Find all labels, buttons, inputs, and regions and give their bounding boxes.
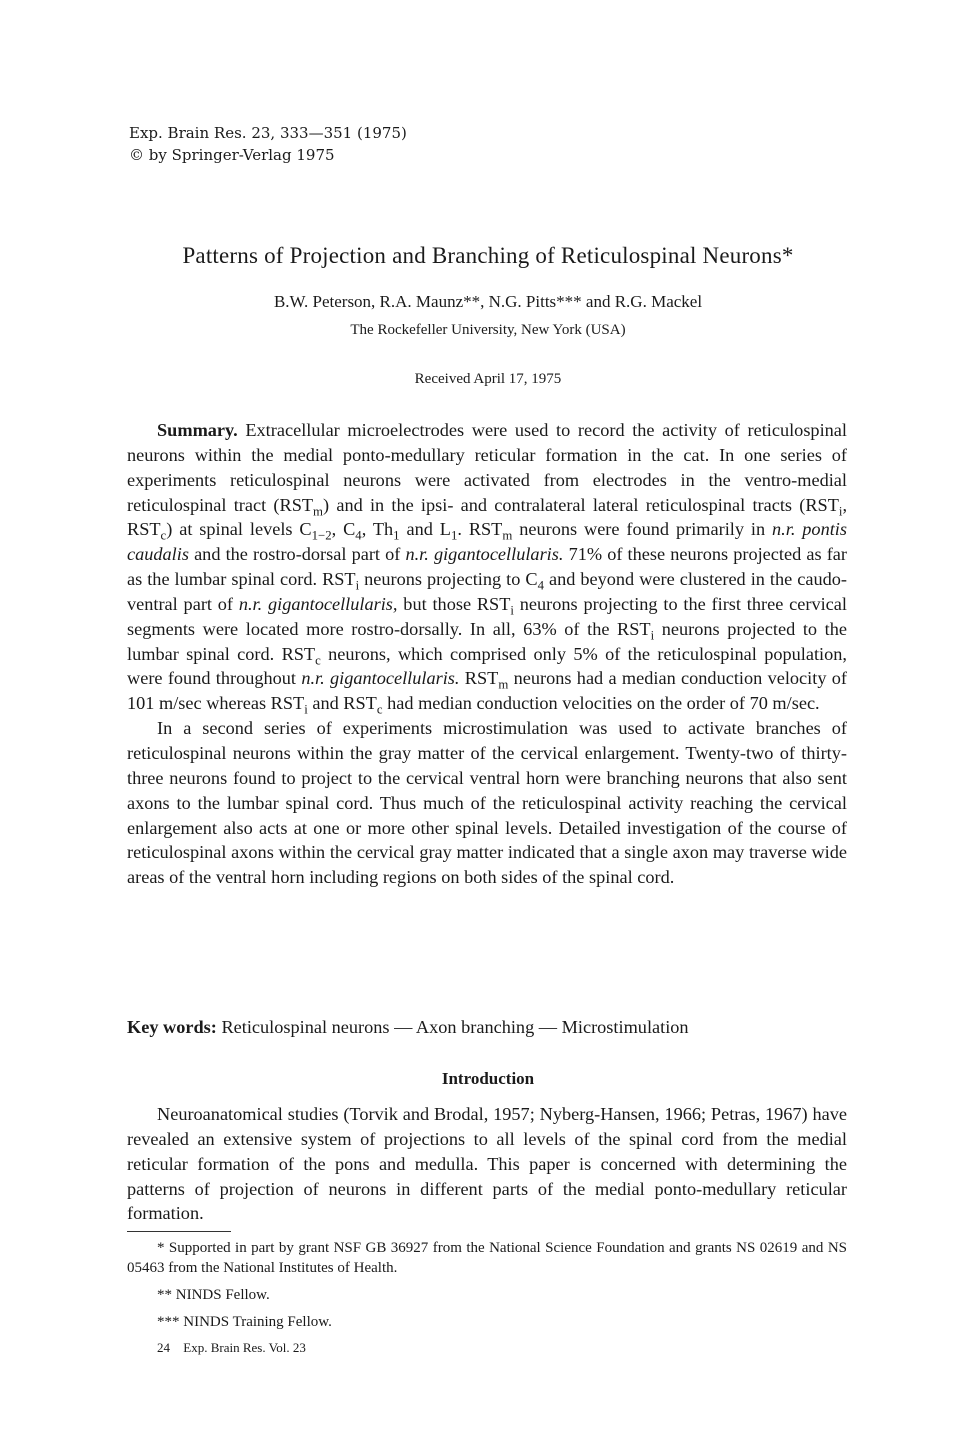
footnote-3: *** NINDS Training Fellow. xyxy=(157,1314,332,1330)
footer-journal: Exp. Brain Res. Vol. 23 xyxy=(183,1340,306,1355)
subscript: 1−2 xyxy=(311,529,332,544)
italic-term: n.r. gigantocellularis, xyxy=(238,593,398,614)
italic-term: n.r. gigantocellularis. xyxy=(405,544,564,565)
summary-text: and the rostro-dorsal part of xyxy=(188,544,406,565)
subscript: i xyxy=(304,702,308,717)
footnote-divider xyxy=(127,1231,231,1232)
introduction-paragraph-1: Neuroanatomical studies (Torvik and Brodal, 1957; Nyberg-Hansen, 1966; Petras, 1967) have revealed an extensive system of projections to all levels of the spinal cord from the medial reticular formation of the pons and medulla. This paper is concerned with determining the patterns of projection of neurons in different parts of the medial ponto-medullary reticular formation. xyxy=(127,1104,847,1224)
article-authors: B.W. Peterson, R.A. Maunz**, N.G. Pitts*** and R.G. Mackel xyxy=(273,292,703,311)
summary-text: . RST xyxy=(457,519,503,540)
footnote-2: ** NINDS Fellow. xyxy=(157,1287,270,1303)
summary-text: but those RST xyxy=(397,593,511,614)
keywords-text: Reticulospinal neurons — Axon branching — Microstimulation xyxy=(216,1017,689,1037)
author-affiliation: The Rockefeller University, New York (USA) xyxy=(350,322,626,338)
summary-text: , Th xyxy=(361,519,394,540)
received-date: Received April 17, 1975 xyxy=(414,371,562,387)
summary-text: neurons were found primarily in xyxy=(512,519,773,540)
summary-text: , C xyxy=(331,519,356,540)
summary-text: neurons projecting to C xyxy=(359,569,538,590)
summary-text: ) and in the ipsi- and contralateral lateral reticulospinal tracts (RST xyxy=(323,494,839,515)
subscript: 1 xyxy=(393,529,400,544)
subscript: i xyxy=(838,504,843,519)
citation-line-2: © by Springer-Verlag 1975 xyxy=(129,146,335,164)
summary-text: and beyond were clustered in the caudo-ventral part of xyxy=(127,569,847,614)
subscript: 4 xyxy=(355,529,362,544)
summary-text: RST xyxy=(459,668,499,689)
subscript: m xyxy=(313,504,324,519)
summary-text: 71% of these neurons projected as far as the lumbar spinal cord. RST xyxy=(127,544,847,590)
subscript: c xyxy=(376,702,383,717)
subscript: i xyxy=(510,603,514,618)
italic-term: n.r. gigantocellularis. xyxy=(301,668,460,689)
subscript: 1 xyxy=(450,529,458,544)
subscript: m xyxy=(498,678,509,693)
summary-paragraph-1 xyxy=(127,418,847,716)
summary-text: neurons projecting to the first three cervical segments were located more rostro-dorsally. In all, 63% of the RST xyxy=(127,593,847,639)
summary-text: had median conduction velocities on the order of 70 m/sec. xyxy=(382,693,820,714)
summary-text: ) at spinal levels C xyxy=(166,519,312,540)
subscript: i xyxy=(355,578,360,593)
page-footer xyxy=(157,1340,316,1356)
summary-paragraph-2: In a second series of experiments microstimulation was used to activate branches of reticulospinal neurons within the gray matter of the cervical enlargement. Twenty-two of thirty-three neurons found to project to the cervical ventral horn were branching neurons that also sent axons to the lumbar spinal cord. Thus much of the reticulospinal activity reaching the cervical enlargement also acts at one or more other spinal levels. Detailed investigation of the course of reticulospinal axons within the cervical gray matter indicated that a single axon may traverse wide areas of the ventral horn including regions on both sides of the spinal cord. xyxy=(127,718,847,888)
subscript: c xyxy=(160,529,167,544)
subscript: m xyxy=(502,529,513,544)
summary-text: neurons had a median conduction velocity of 101 m/sec whereas RST xyxy=(127,668,847,714)
article-title: Patterns of Projection and Branching of Reticulospinal Neurons* xyxy=(182,243,794,268)
summary-section xyxy=(127,418,847,890)
subscript: 4 xyxy=(537,578,544,593)
subscript: i xyxy=(650,628,655,643)
summary-text: and L xyxy=(399,519,451,540)
summary-text: , RST xyxy=(127,494,848,540)
keywords-line xyxy=(127,1017,847,1038)
journal-citation xyxy=(129,122,407,166)
footnotes xyxy=(127,1238,847,1332)
footnote-1: * Supported in part by grant NSF GB 36927 from the National Science Foundation and grants NS 02619 and NS 05463 from the National Institutes of Health. xyxy=(127,1240,847,1276)
summary-text: neurons projected to the lumbar spinal cord. RST xyxy=(127,618,847,664)
citation-line-1: Exp. Brain Res. 23, 333—351 (1975) xyxy=(129,124,407,142)
summary-label: Summary. xyxy=(157,420,238,440)
summary-text: and RST xyxy=(307,693,377,714)
summary-text: neurons, which comprised only 5% of the reticulospinal population, were found throughout xyxy=(127,643,847,689)
subscript: c xyxy=(315,653,321,668)
introduction-heading: Introduction xyxy=(441,1069,535,1088)
italic-term: n.r. pontis caudalis xyxy=(127,519,847,565)
introduction-section xyxy=(127,1102,847,1226)
keywords-label: Key words: xyxy=(127,1017,217,1037)
summary-text: Extracellular microelectrodes were used to record the activity of reticulospinal neurons within the medial ponto-medullary reticular formation in the cat. In one series of experiments reticulospinal neurons were activated from electrodes in the ventro-medial reticulospinal tract (RST xyxy=(127,420,847,515)
page-number: 24 xyxy=(157,1340,170,1355)
